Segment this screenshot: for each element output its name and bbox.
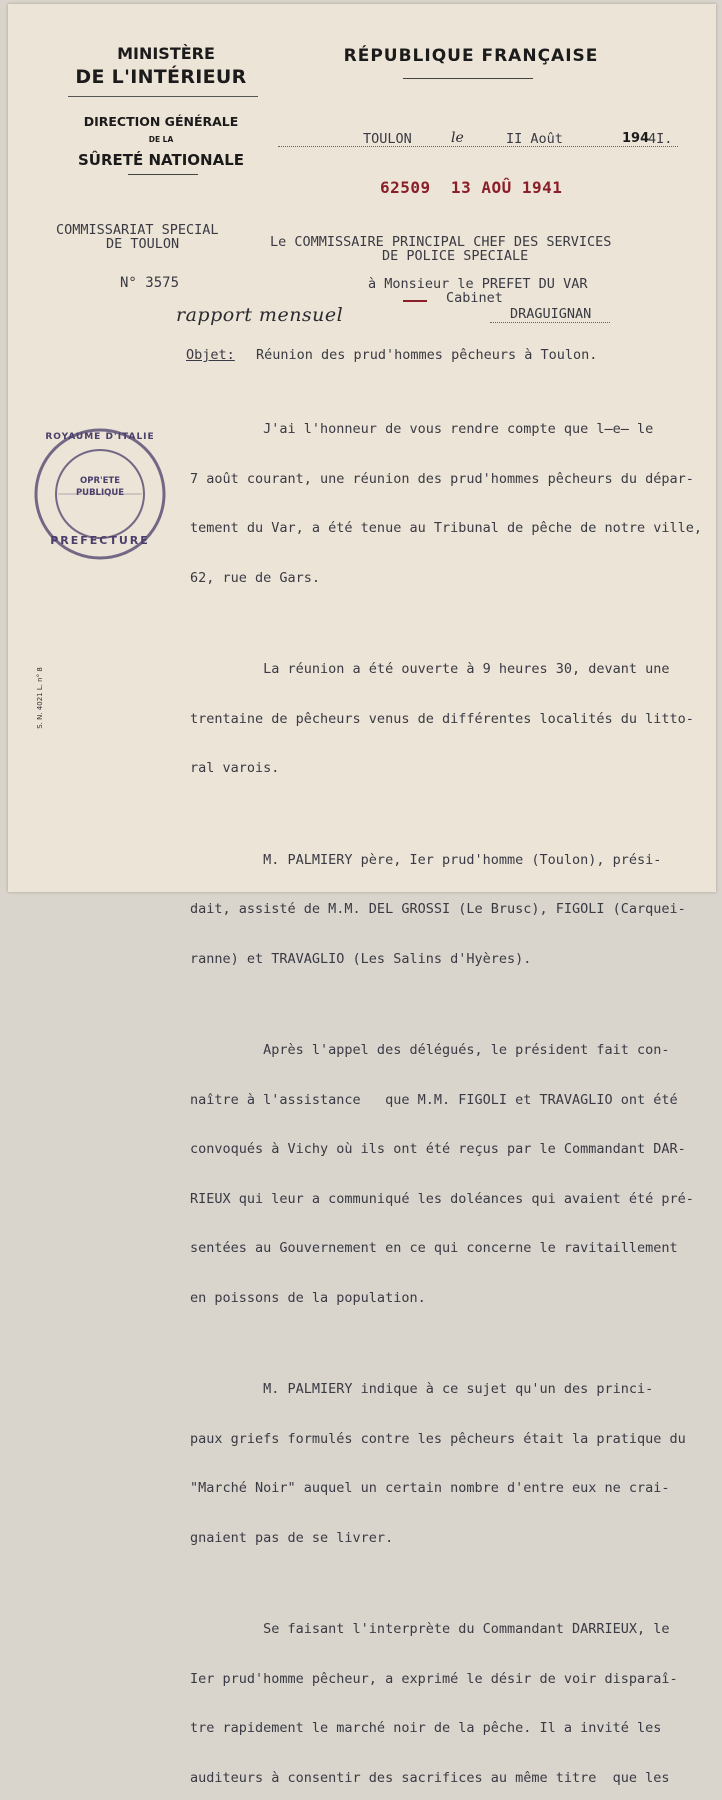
body-line: auditeurs à consentir des sacrifices au même titre que les [190, 1769, 670, 1786]
body-line: convoqués à Vichy où ils ont été reçus par le Commandant DAR- [190, 1141, 686, 1157]
body-line: RIEUX qui leur a communiqué les doléances qui avaient été pré- [190, 1190, 694, 1207]
body-line: Après l'appel des délégués, le président fait con- [190, 1042, 670, 1058]
body-line: 62, rue de Gars. [190, 569, 321, 586]
body-line: Se faisant l'interprète du Commandant DARRIEUX, le [190, 1621, 670, 1637]
body-line: "Marché Noir" auquel un certain nombre d'entre eux ne crai- [190, 1480, 670, 1496]
paragraph [190, 1009, 702, 1339]
body-line: dait, assisté de M.M. DEL GROSSI (Le Brusc), FIGOLI (Carquei- [190, 901, 686, 917]
reference-number: N° 3575 [120, 275, 180, 291]
paragraph [190, 388, 702, 619]
stamp-top-text: ROYAUME D'ITALIE [45, 432, 155, 442]
commissariat-line2: DE TOULON [106, 236, 180, 252]
header-rule-left [68, 96, 258, 97]
date-year-typed: 4I. [648, 131, 673, 147]
body-line: M. PALMIERY indique à ce sujet qu'un des princi- [190, 1381, 654, 1397]
recipient-dash [403, 300, 427, 302]
recipient-line [490, 322, 610, 323]
letter-sheet [8, 4, 716, 1786]
body-line: en poissons de la population. [190, 1289, 426, 1306]
paragraph [190, 628, 702, 810]
body-line: La réunion a été ouverte à 9 heures 30, devant une [190, 661, 670, 677]
recipient-line3: DRAGUIGNAN [510, 306, 592, 322]
official-stamp [30, 424, 170, 564]
stamp-bottom-text: PREFECTURE [50, 534, 150, 547]
handwritten-note: rapport mensuel [176, 304, 344, 326]
date-le: le [451, 130, 464, 146]
letter-body [190, 388, 702, 1800]
ornament-right [403, 78, 533, 79]
date-day-month: II Août [506, 131, 563, 147]
direction-generale: DIRECTION GÉNÉRALE [83, 114, 239, 129]
ornament-left [128, 174, 198, 175]
sender-line2: DE POLICE SPECIALE [382, 248, 529, 264]
paragraph [190, 1588, 702, 1800]
body-line: paux griefs formulés contre les pêcheurs était la pratique du [190, 1430, 686, 1447]
body-line: ranne) et TRAVAGLIO (Les Salins d'Hyères). [190, 950, 532, 967]
surete-nationale: SÛRETÉ NATIONALE [77, 151, 244, 169]
body-line: sentées au Gouvernement en ce qui concerne le ravitaillement [190, 1240, 678, 1256]
republique-francaise: RÉPUBLIQUE FRANÇAISE [343, 46, 599, 66]
date-year-prefix: 194 [622, 131, 650, 146]
body-line: J'ai l'honneur de vous rendre compte que l̶e̶ le [190, 421, 654, 437]
paragraph [190, 1348, 702, 1579]
commissariat-line1: COMMISSARIAT SPECIAL [56, 222, 219, 238]
paragraph [190, 819, 702, 1001]
margin-print: S. N. 4021 L. n° 8 [36, 667, 44, 729]
stamp-center-line1: OPR'ETE [79, 476, 120, 486]
stamp-center-line2: PUBLIQUE [75, 488, 125, 498]
body-line: Ier prud'homme pêcheur, a exprimé le désir de voir disparaî- [190, 1670, 678, 1687]
body-line: tement du Var, a été tenue au Tribunal de pêche de notre ville, [190, 520, 703, 536]
objet-label: Objet: [186, 347, 235, 363]
body-line: M. PALMIERY père, Ier prud'homme (Toulon), prési- [190, 851, 662, 868]
body-line: ral varois. [190, 760, 280, 776]
de-la: DE LA [148, 135, 174, 144]
sender-line1: Le COMMISSAIRE PRINCIPAL CHEF DES SERVICES [270, 234, 612, 250]
ministry-line1: MINISTÈRE [117, 44, 215, 63]
body-line: gnaient pas de se livrer. [190, 1529, 394, 1546]
objet-text: Réunion des prud'hommes pêcheurs à Toulon. [256, 347, 598, 363]
date-line [278, 146, 678, 147]
date-place: TOULON [363, 131, 412, 147]
body-line: 7 août courant, une réunion des prud'hommes pêcheurs du dépar- [190, 470, 694, 487]
body-line: trentaine de pêcheurs venus de différentes localités du litto- [190, 710, 694, 727]
received-stamp: 62509 13 AOÛ 1941 [380, 178, 563, 197]
recipient-line2: Cabinet [446, 290, 503, 306]
recipient-line1: à Monsieur le PREFET DU VAR [368, 276, 588, 292]
ministry-line2: DE L'INTÉRIEUR [75, 66, 247, 88]
body-line: naître à l'assistance que M.M. FIGOLI et TRAVAGLIO ont été [190, 1091, 678, 1108]
body-line: tre rapidement le marché noir de la pêche. Il a invité les [190, 1720, 662, 1736]
